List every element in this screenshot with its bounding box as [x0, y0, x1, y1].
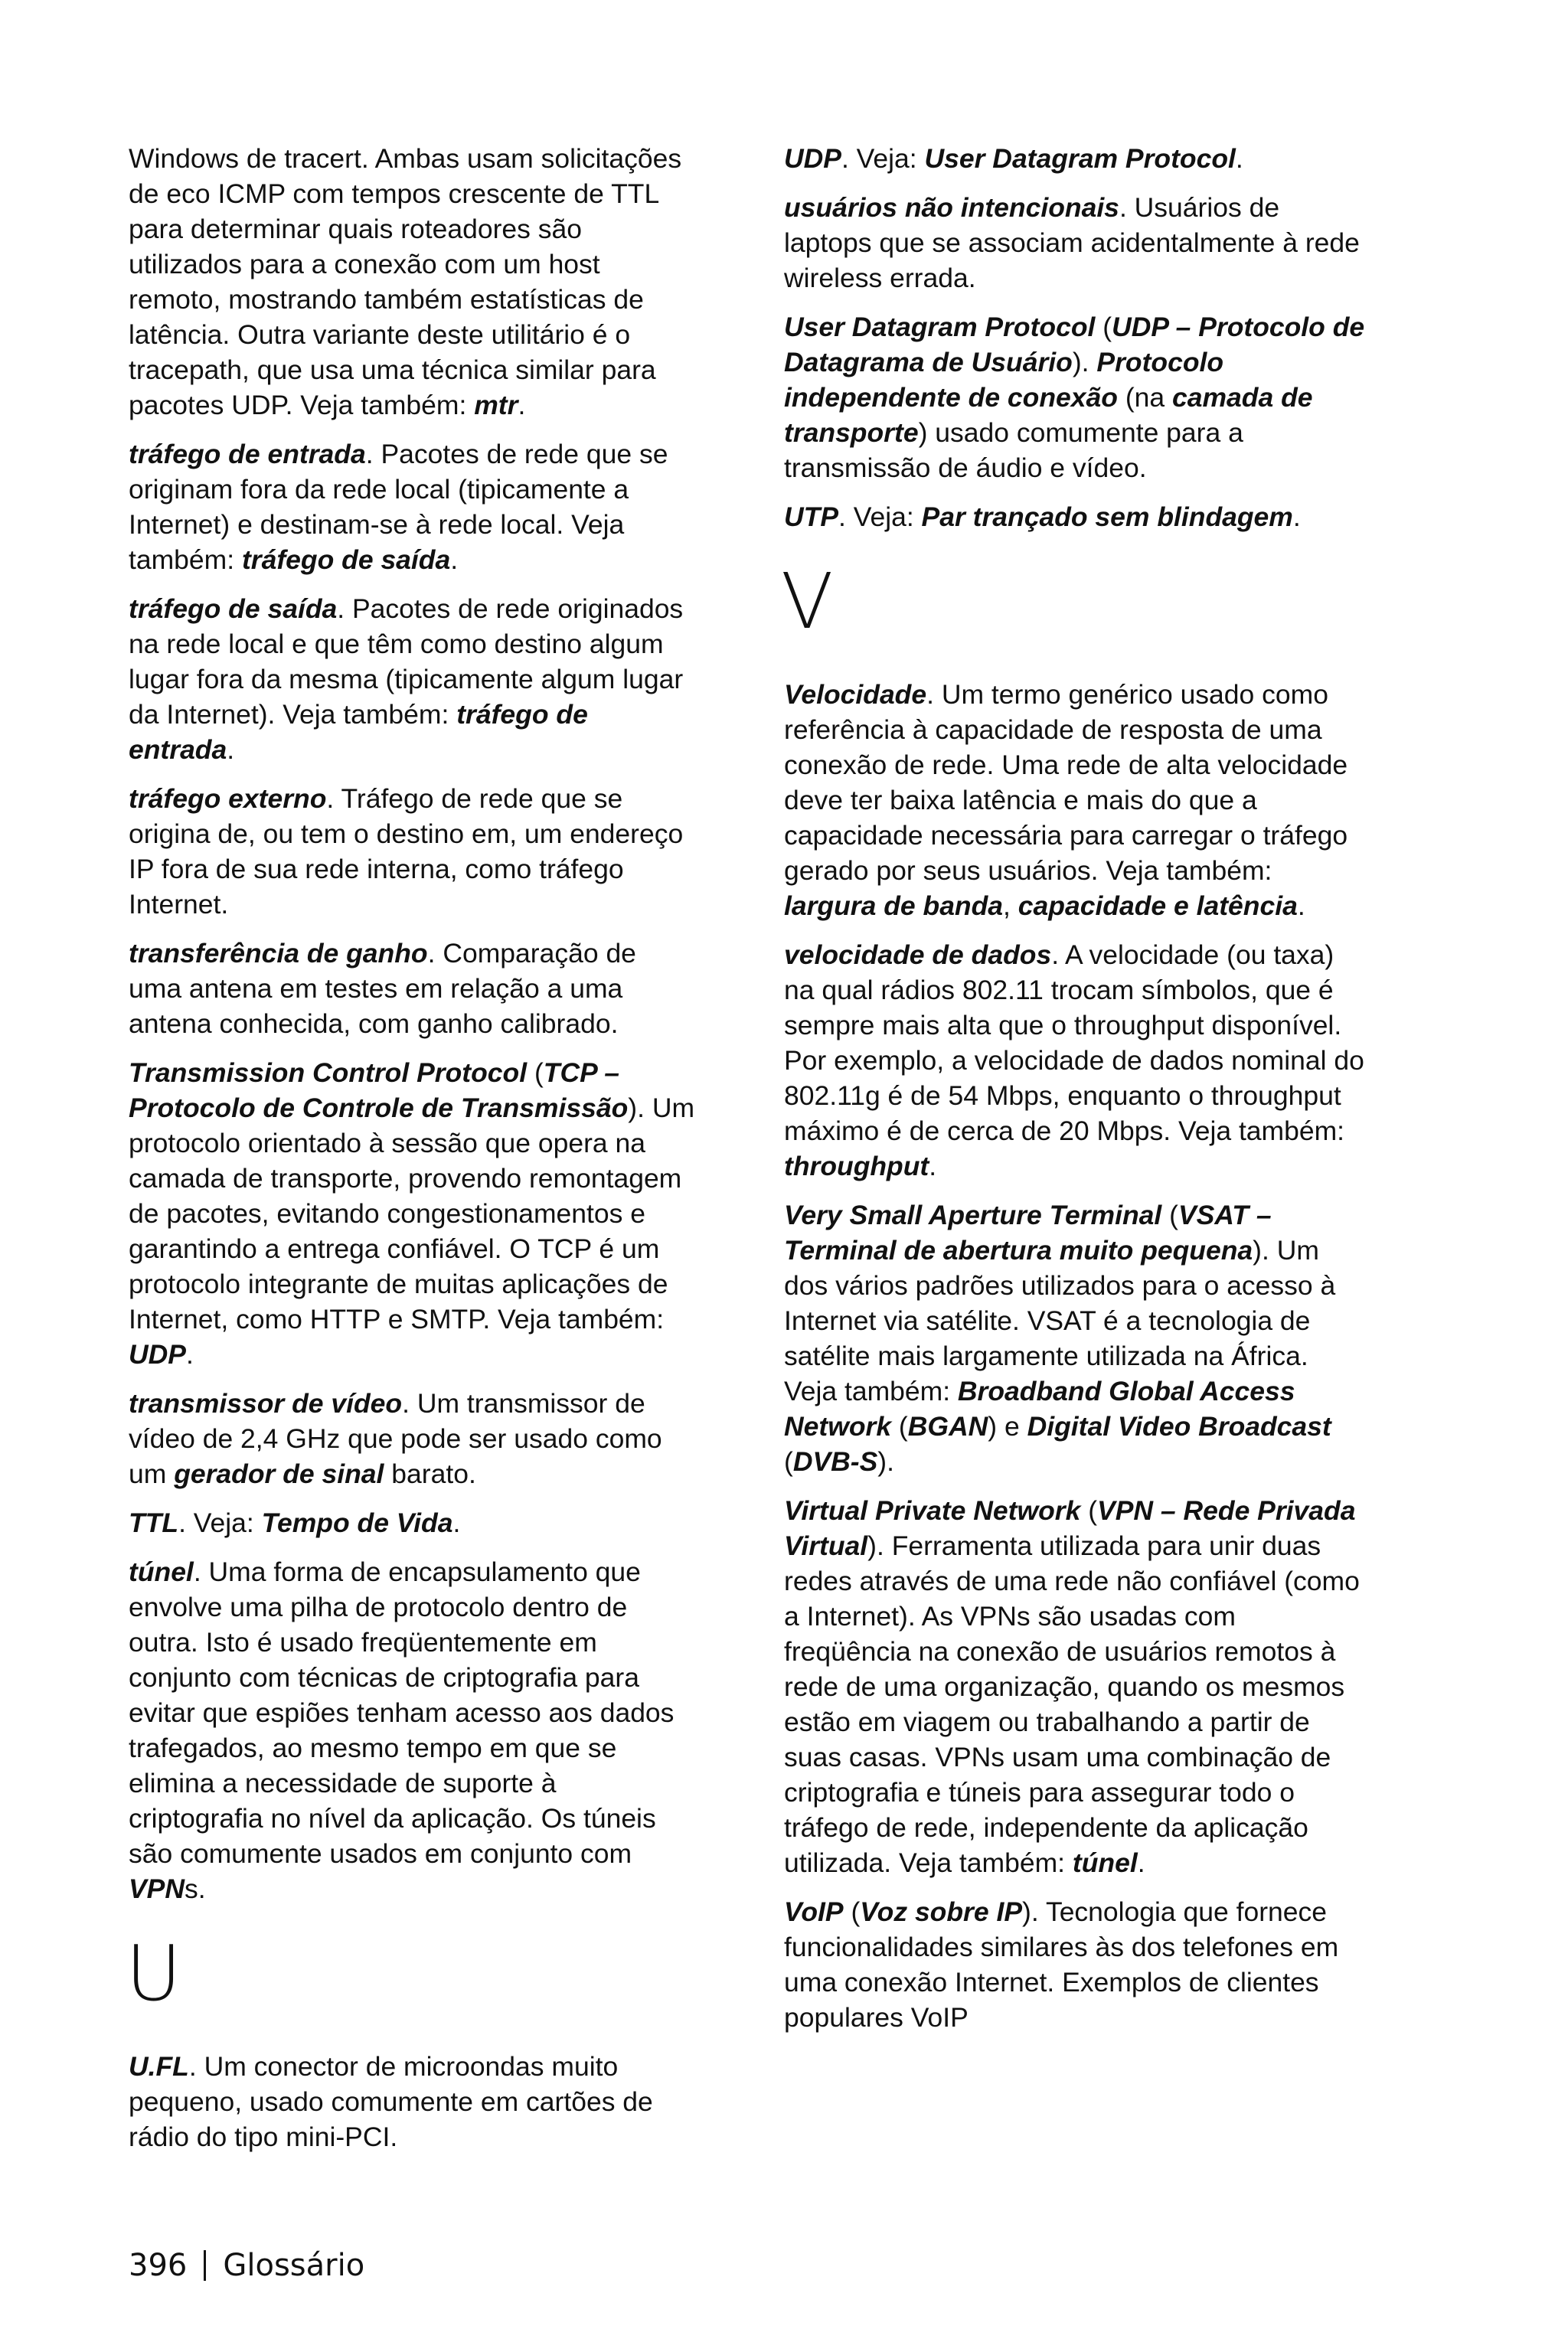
glossary-term: Broadband Global Access Network — [784, 1376, 1295, 1442]
glossary-term: throughput — [784, 1151, 929, 1181]
entry-text: . Veja: — [841, 143, 925, 174]
glossary-term: transmissor de vídeo — [129, 1388, 403, 1419]
entry-text: ( — [1080, 1495, 1098, 1526]
glossary-term: tráfego de entrada — [129, 699, 588, 765]
glossary-term: camada de transporte — [784, 382, 1313, 448]
glossary-term: gerador de sinal — [174, 1459, 384, 1489]
entry-text: ). Tecnologia que fornece funcionalidades similares às dos telefones em uma conexão Internet. Exemplos de clientes populares VoIP — [784, 1896, 1339, 2033]
glossary-term: VPN – Rede Privada Virtual — [784, 1495, 1356, 1561]
entry-text: . Uma forma de encapsulamento que envolve uma pilha de protocolo dentro de outra. Isto é usado freqüentemente em conjunto com técnicas de criptografia para evitar que espiões tenham acesso aos dados trafegados, ao mesmo tempo em que se elimina a necessidade de suporte à criptografia no nível da aplicação. Os túneis são comumente usados em conjunto com — [129, 1557, 675, 1869]
glossary-term: VoIP — [784, 1896, 844, 1927]
entry-text: ( — [1095, 312, 1112, 342]
page-number: 396 — [129, 2248, 188, 2283]
page-footer — [129, 2247, 364, 2284]
entry-text: . — [1292, 501, 1301, 532]
entry-text: ( — [891, 1411, 908, 1442]
entry-text: . Veja: — [178, 1508, 262, 1538]
glossary-term: tráfego de saída — [241, 544, 451, 575]
glossary-entry — [129, 1505, 695, 1540]
entry-text: . — [185, 1339, 194, 1370]
entry-text: ). Ferramenta utilizada para unir duas redes através de uma rede não confiável (como a Internet). As VPNs são usadas com freqüência na conexão de usuários remotos à rede de uma organização, quando os mesmos estão em viagem ou trabalhando a partir de suas casas. VPNs usam uma combinação de criptografia e túneis para assegurar todo o tráfego de rede, independente da aplicação utilizada. Veja também: — [784, 1530, 1360, 1878]
glossary-term: tráfego externo — [129, 783, 327, 814]
entry-text: ). Um protocolo orientado à sessão que opera na camada de transporte, provendo remontagem de pacotes, evitando congestionamentos e garantindo a entrega confiável. O TCP é um protocolo integrante de muitas aplicações de Internet, como HTTP e SMTP. Veja também: — [129, 1093, 695, 1334]
entry-text: . — [452, 1508, 461, 1538]
entry-text: , — [1003, 890, 1018, 921]
section-letter: V — [781, 557, 834, 646]
glossary-entry — [784, 1197, 1366, 1479]
glossary-term: Virtual Private Network — [784, 1495, 1081, 1526]
glossary-term: Very Small Aperture Terminal — [784, 1200, 1162, 1230]
glossary-entry — [784, 937, 1366, 1184]
glossary-entry — [129, 1386, 695, 1491]
entry-text: . — [1235, 143, 1243, 174]
glossary-column-right — [781, 141, 1366, 2049]
glossary-term: velocidade de dados — [784, 939, 1052, 970]
glossary-term: U.FL — [129, 2051, 189, 2082]
entry-text: . Um conector de microondas muito pequeno, usado comumente em cartões de rádio do tipo mini-PCI. — [129, 2051, 653, 2152]
glossary-term: TCP – Protocolo de Controle de Transmissão — [129, 1057, 629, 1123]
entry-text: ( — [527, 1057, 544, 1088]
glossary-term: Velocidade — [784, 679, 927, 710]
section-title: Glossário — [223, 2248, 365, 2283]
entry-text: (na — [1117, 382, 1172, 413]
glossary-term: UDP — [129, 1339, 186, 1370]
glossary-column-left — [126, 141, 695, 2168]
entry-text: . — [450, 544, 459, 575]
glossary-entry — [129, 1055, 695, 1372]
entry-text: ). Um dos vários padrões utilizados para o acesso à Internet via satélite. VSAT é a tecnologia de satélite mais largamente utilizada na África. Veja também: — [784, 1235, 1336, 1406]
glossary-term: BGAN — [907, 1411, 988, 1442]
glossary-entry — [784, 499, 1366, 534]
glossary-term: capacidade e latência — [1018, 890, 1298, 921]
glossary-term: UDP – Protocolo de Datagrama de Usuário — [784, 312, 1365, 377]
glossary-term: túnel — [129, 1557, 194, 1587]
entry-text: . Tráfego de rede que se origina de, ou tem o destino em, um endereço IP fora de sua rede interna, como tráfego Internet. — [129, 783, 684, 920]
glossary-term: VPN — [129, 1873, 185, 1904]
entry-text: . Pacotes de rede que se originam fora da rede local (tipicamente a Internet) e destinam-se à rede local. Veja também: — [129, 439, 668, 575]
glossary-term: TTL — [129, 1508, 179, 1538]
glossary-entry — [784, 190, 1366, 296]
entry-text: barato. — [384, 1459, 476, 1489]
glossary-term: Voz sobre IP — [860, 1896, 1023, 1927]
footer-separator — [204, 2250, 206, 2281]
glossary-term: tráfego de saída — [129, 593, 338, 624]
entry-text: ). — [877, 1446, 894, 1477]
glossary-entry — [129, 436, 695, 577]
entry-text: ( — [843, 1896, 861, 1927]
entry-text: . — [227, 734, 235, 765]
entry-text: ) e — [988, 1411, 1027, 1442]
entry-text: . Veja: — [838, 501, 922, 532]
glossary-term: UDP — [784, 143, 841, 174]
glossary-entry — [129, 141, 695, 423]
glossary-entry — [784, 141, 1366, 176]
glossary-term: usuários não intencionais — [784, 192, 1119, 223]
glossary-term: Tempo de Vida — [261, 1508, 453, 1538]
entry-text: . — [518, 390, 526, 420]
entry-text: . — [1137, 1847, 1145, 1878]
glossary-term: VSAT – Terminal de abertura muito pequena — [784, 1200, 1272, 1266]
glossary-entry — [784, 309, 1366, 485]
glossary-entry — [784, 1894, 1366, 2035]
glossary-term: UTP — [784, 501, 838, 532]
entry-text: . — [929, 1151, 937, 1181]
glossary-term: User Datagram Protocol — [924, 143, 1236, 174]
glossary-term: User Datagram Protocol — [784, 312, 1096, 342]
entry-text: s. — [185, 1873, 206, 1904]
glossary-entry — [784, 677, 1366, 923]
glossary-entry — [784, 1493, 1366, 1880]
glossary-entry — [129, 2049, 695, 2154]
glossary-entry — [129, 936, 695, 1041]
glossary-term: Transmission Control Protocol — [129, 1057, 528, 1088]
glossary-term: Digital Video Broadcast — [1027, 1411, 1331, 1442]
entry-text: . Um termo genérico usado como referência à capacidade de resposta de uma conexão de rede. Uma rede de alta velocidade deve ter baixa latência e mais do que a capacidade necessária para carregar o tráfego gerado por seus usuários. Veja também: — [784, 679, 1348, 886]
glossary-term: largura de banda — [784, 890, 1004, 921]
entry-text: ( — [784, 1446, 793, 1477]
glossary-term: mtr — [474, 390, 518, 420]
glossary-term: Protocolo independente de conexão — [784, 347, 1224, 413]
glossary-term: tráfego de entrada — [129, 439, 366, 469]
entry-text: . Um transmissor de vídeo de 2,4 GHz que pode ser usado como um — [129, 1388, 662, 1489]
entry-text: Windows de tracert. Ambas usam solicitações de eco ICMP com tempos crescente de TTL para determinar quais roteadores são utilizados para a conexão com um host remoto, mostrando também estatísticas de latência. Outra variante deste utilitário é o tracepath, que usa uma técnica similar para pacotes UDP. Veja também: — [129, 143, 682, 420]
entry-text: ( — [1161, 1200, 1178, 1230]
section-letter: U — [126, 1929, 182, 2018]
entry-text: ) usado comumente para a transmissão de áudio e vídeo. — [784, 417, 1243, 483]
entry-text: . Usuários de laptops que se associam acidentalmente à rede wireless errada. — [784, 192, 1360, 293]
glossary-entry — [129, 1554, 695, 1906]
glossary-term: Par trançado sem blindagem — [921, 501, 1293, 532]
glossary-term: DVB-S — [792, 1446, 878, 1477]
glossary-entry — [129, 591, 695, 767]
glossary-entry — [129, 781, 695, 922]
entry-text: . — [1297, 890, 1305, 921]
glossary-term: transferência de ganho — [129, 938, 428, 969]
entry-text: . Pacotes de rede originados na rede local e que têm como destino algum lugar fora da mesma (tipicamente algum lugar da Internet). Veja também: — [129, 593, 684, 730]
entry-text: . Comparação de uma antena em testes em relação a uma antena conhecida, com ganho calibrado. — [129, 938, 636, 1039]
glossary-term: túnel — [1072, 1847, 1138, 1878]
entry-text: ). — [1072, 347, 1097, 377]
entry-text: . A velocidade (ou taxa) na qual rádios 802.11 trocam símbolos, que é sempre mais alta que o throughput disponível. Por exemplo, a velocidade de dados nominal do 802.11g é de 54 Mbps, enquanto o throughput máximo é de cerca de 20 Mbps. Veja também: — [784, 939, 1364, 1146]
